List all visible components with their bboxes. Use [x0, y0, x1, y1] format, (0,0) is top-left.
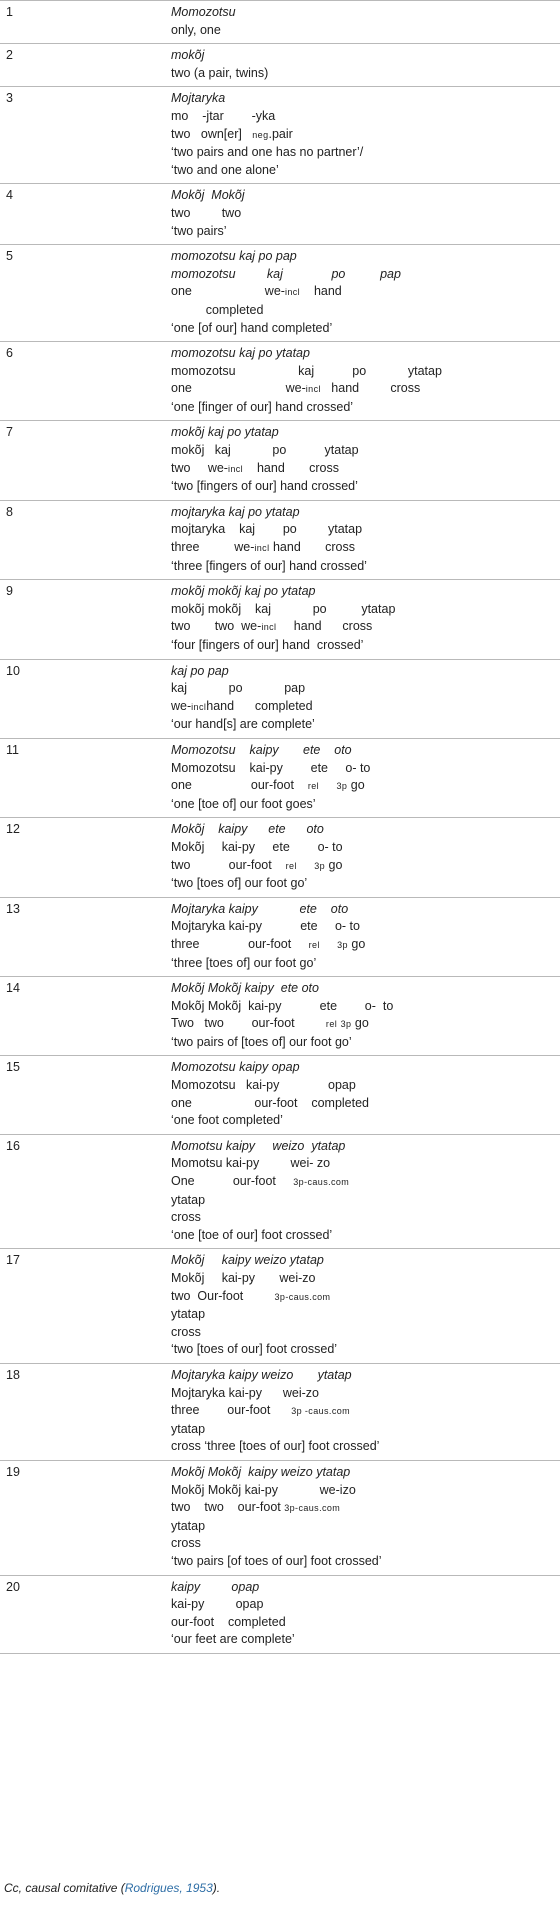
gloss-line: [171, 1535, 560, 1553]
gloss-line: [171, 1385, 560, 1403]
gloss-text: ‘our feet are complete’: [171, 1632, 295, 1647]
gloss-line: [171, 478, 560, 496]
gloss-line: [171, 1155, 560, 1173]
gloss-line: [171, 1324, 560, 1342]
gloss-cell: [171, 1059, 560, 1129]
vernacular-line: [171, 504, 560, 522]
gloss-line: [171, 539, 560, 558]
gloss-text: go: [351, 1016, 369, 1031]
gloss-cell: [171, 424, 560, 495]
gloss-text: mokõj mokõj kaj po ytatap: [171, 584, 316, 599]
gloss-cell: [171, 90, 560, 179]
vernacular-line: [171, 663, 560, 681]
gloss-line: [171, 601, 560, 619]
vernacular-line: [171, 4, 560, 22]
gloss-cell: [171, 187, 560, 240]
gloss-line: [171, 1192, 560, 1210]
gloss-text: cross: [171, 1324, 201, 1339]
gloss-text: momozotsu kaj po pap: [171, 266, 401, 281]
gloss-line: [171, 918, 560, 936]
gloss-text: ytatap: [171, 1518, 206, 1533]
row-number: 8: [6, 504, 13, 519]
gloss-text: ‘three [fingers of our] hand crossed’: [171, 558, 367, 573]
vernacular-line: [171, 1367, 560, 1385]
gloss-text: ytatap: [171, 1192, 206, 1207]
gloss-line: [171, 875, 560, 893]
gloss-line: [171, 1227, 560, 1245]
gloss-cell: [171, 47, 560, 82]
gloss-text: ‘two pairs [of toes of our] foot crossed’: [171, 1553, 382, 1568]
row-number: 1: [6, 5, 13, 19]
gloss-cell: [171, 248, 560, 337]
gloss-text: ytatap: [171, 1307, 206, 1322]
gloss-cell: [171, 583, 560, 654]
gloss-row: [0, 1364, 560, 1461]
gloss-text: two own[er]: [171, 126, 253, 141]
gloss-text: three our-foot: [171, 936, 309, 951]
gloss-text: go: [325, 857, 343, 872]
gloss-row: [0, 1249, 560, 1364]
gloss-text: Mokõj kai-py wei-zo: [171, 1271, 316, 1285]
gloss-text: two two we-: [171, 619, 262, 634]
footnote-tail: ).: [212, 1881, 221, 1895]
row-number: 6: [6, 346, 13, 361]
gloss-text: one our-foot: [171, 778, 308, 793]
gloss-text: two our-foot: [171, 857, 286, 872]
gloss-abbreviation: incl: [191, 701, 207, 712]
gloss-line: [171, 1015, 560, 1034]
gloss-abbreviation: rel: [308, 939, 320, 950]
gloss-line: [171, 680, 560, 698]
gloss-cell: [171, 1367, 560, 1456]
gloss-line: [171, 65, 560, 83]
gloss-line: [171, 716, 560, 734]
gloss-text: kaipy opap: [171, 1579, 260, 1594]
citation-link[interactable]: Rodrigues, 1953: [124, 1881, 213, 1895]
gloss-text: mokõj kaj po ytatap: [171, 443, 359, 458]
row-number: 4: [6, 188, 13, 203]
gloss-line: [171, 1553, 560, 1571]
row-number: 15: [6, 1060, 20, 1075]
gloss-line: [171, 363, 560, 381]
gloss-line: [171, 1173, 560, 1192]
gloss-text: Momotsu kaipy weizo ytatap: [171, 1138, 346, 1153]
vernacular-line: [171, 583, 560, 601]
gloss-line: [171, 380, 560, 399]
gloss-text: hand cross: [320, 381, 421, 396]
gloss-abbreviation: rel: [307, 781, 320, 792]
gloss-line: [171, 777, 560, 796]
row-number: 3: [6, 91, 13, 106]
gloss-text: two (a pair, twins): [171, 65, 269, 80]
gloss-abbreviation: 3p -caus.com: [291, 1406, 351, 1417]
gloss-abbreviation: incl: [284, 287, 301, 298]
gloss-text: ytatap: [171, 1421, 206, 1436]
gloss-row: [0, 1, 560, 44]
gloss-text: ‘four [fingers of our] hand crossed’: [171, 638, 364, 652]
vernacular-line: [171, 47, 560, 65]
gloss-line: [171, 857, 560, 876]
gloss-cell: [171, 4, 560, 39]
gloss-row: [0, 977, 560, 1056]
vernacular-line: [171, 1252, 560, 1270]
vernacular-line: [171, 1138, 560, 1156]
gloss-text: kai-py opap: [171, 1597, 264, 1612]
gloss-line: [171, 205, 560, 223]
row-number: 5: [6, 249, 13, 264]
gloss-abbreviation: rel: [285, 860, 297, 871]
gloss-text: one we-: [171, 284, 285, 299]
gloss-line: [171, 442, 560, 460]
gloss-text: only, one: [171, 22, 221, 37]
gloss-text: mojtaryka kaj po ytatap: [171, 504, 300, 519]
gloss-text: ‘two [fingers of our] hand crossed’: [171, 479, 358, 494]
gloss-text: ‘one [of our] hand completed’: [171, 320, 333, 335]
gloss-line: [171, 1499, 560, 1518]
gloss-text: One our-foot: [171, 1174, 294, 1189]
gloss-row: [0, 1576, 560, 1654]
row-number: 18: [6, 1367, 20, 1382]
gloss-text: Mokõj kaipy ete oto: [171, 822, 324, 837]
gloss-cell: [171, 1138, 560, 1245]
row-number: 12: [6, 822, 20, 837]
gloss-line: [171, 1596, 560, 1614]
row-number: 19: [6, 1464, 20, 1479]
gloss-text: cross ‘three [toes of our] foot crossed’: [171, 1439, 380, 1454]
gloss-text: ‘two and one alone’: [171, 162, 279, 177]
gloss-abbreviation: rel: [325, 1019, 338, 1030]
gloss-row: [0, 245, 560, 342]
gloss-text: two Our-foot: [171, 1288, 275, 1303]
gloss-line: [171, 223, 560, 241]
gloss-text: hand cross: [269, 540, 355, 555]
vernacular-line: [171, 345, 560, 363]
gloss-cell: [171, 345, 560, 416]
gloss-abbreviation: incl: [254, 543, 270, 554]
gloss-abbreviation: incl: [227, 463, 244, 474]
vernacular-line: [171, 424, 560, 442]
gloss-line: [171, 126, 560, 145]
gloss-text: ‘one [toe of our] foot crossed’: [171, 1227, 333, 1242]
row-number: 9: [6, 584, 13, 599]
gloss-text: mojtaryka kaj po ytatap: [171, 522, 363, 537]
gloss-row: [0, 739, 560, 818]
vernacular-line: [171, 901, 560, 919]
gloss-text: Momozotsu: [171, 5, 236, 19]
gloss-line: [171, 283, 560, 302]
gloss-text: Mokõj Mokõj kai-py ete o- to: [171, 998, 394, 1013]
gloss-abbreviation: 3p-caus.com: [274, 1291, 331, 1302]
gloss-row: [0, 1461, 560, 1576]
gloss-text: ‘two pairs of [toes of] our foot go’: [171, 1034, 352, 1049]
gloss-text: Mojtaryka: [171, 91, 226, 106]
gloss-text: kaj po pap: [171, 681, 306, 696]
gloss-text: momozotsu kaj po pap: [171, 249, 297, 264]
gloss-text: mokõj kaj po ytatap: [171, 425, 279, 440]
gloss-line: [171, 399, 560, 417]
row-number: 20: [6, 1579, 20, 1594]
gloss-text: one our-foot completed: [171, 1095, 370, 1110]
gloss-text: Two two our-foot: [171, 1016, 326, 1031]
gloss-text: Mokõj Mokõj: [171, 188, 245, 203]
gloss-line: [171, 637, 560, 655]
gloss-line: [171, 936, 560, 955]
gloss-line: [171, 1402, 560, 1421]
gloss-row: [0, 898, 560, 977]
vernacular-line: [171, 187, 560, 205]
gloss-line: [171, 22, 560, 40]
gloss-text: ‘two pairs and one has no partner’/: [171, 145, 364, 160]
gloss-text: mo -jtar -yka: [171, 108, 276, 123]
gloss-line: [171, 955, 560, 973]
gloss-cell: [171, 1464, 560, 1571]
gloss-line: [171, 1270, 560, 1288]
gloss-cell: [171, 663, 560, 734]
vernacular-line: [171, 742, 560, 760]
gloss-abbreviation: incl: [261, 622, 277, 633]
gloss-text: momozotsu kaj po ytatap: [171, 346, 310, 361]
gloss-line: [171, 839, 560, 857]
gloss-text: mokõj mokõj kaj po ytatap: [171, 601, 396, 616]
row-number: 7: [6, 425, 13, 440]
gloss-text: ‘two [toes of our] foot crossed’: [171, 1342, 338, 1357]
footnote-text: Cc, causal comitative (: [4, 1881, 125, 1895]
gloss-line: [171, 108, 560, 126]
vernacular-line: [171, 1059, 560, 1077]
gloss-text: one we-: [171, 381, 306, 396]
gloss-text: our-foot completed: [171, 1614, 286, 1629]
gloss-text: Mojtaryka kai-py wei-zo: [171, 1385, 319, 1400]
gloss-line: [171, 460, 560, 479]
gloss-line: [171, 1421, 560, 1439]
gloss-text: ‘two pairs’: [171, 223, 227, 238]
gloss-text: momozotsu kaj po ytatap: [171, 363, 442, 378]
gloss-abbreviation: 3p: [340, 1019, 352, 1030]
gloss-text: Momozotsu kaipy opap: [171, 1060, 300, 1075]
gloss-line: [171, 1288, 560, 1307]
gloss-text: mokõj: [171, 48, 205, 63]
gloss-line: [171, 1306, 560, 1324]
row-number: 14: [6, 981, 20, 996]
gloss-line: [171, 998, 560, 1016]
gloss-text: go: [347, 936, 366, 951]
gloss-line: [171, 1077, 560, 1095]
vernacular-line: [171, 90, 560, 108]
vernacular-line: [171, 821, 560, 839]
gloss-text: ‘our hand[s] are complete’: [171, 717, 315, 732]
gloss-cell: [171, 1252, 560, 1359]
gloss-text: hand: [300, 284, 342, 299]
gloss-cell: [171, 742, 560, 813]
gloss-text: [319, 778, 336, 792]
gloss-text: Mokõj kaipy weizo ytatap: [171, 1253, 324, 1268]
gloss-row: [0, 1056, 560, 1134]
gloss-text: three we-: [171, 540, 255, 555]
row-number: 17: [6, 1253, 20, 1268]
gloss-cell: [171, 821, 560, 892]
gloss-text: three our-foot: [171, 1403, 292, 1418]
gloss-row: [0, 421, 560, 500]
gloss-line: [171, 618, 560, 637]
gloss-row: [0, 342, 560, 421]
gloss-abbreviation: neg: [252, 129, 269, 140]
gloss-text: ‘one foot completed’: [171, 1113, 283, 1128]
gloss-line: [171, 1034, 560, 1052]
gloss-text: Mokõj kai-py ete o- to: [171, 839, 343, 854]
gloss-line: [171, 1341, 560, 1359]
gloss-text: two two our-foot: [171, 1500, 285, 1515]
row-number: 11: [6, 742, 19, 757]
vernacular-line: [171, 266, 560, 284]
gloss-row: [0, 1135, 560, 1250]
gloss-abbreviation: 3p: [337, 939, 348, 950]
gloss-text: Mojtaryka kai-py ete o- to: [171, 919, 360, 934]
gloss-row: [0, 184, 560, 245]
gloss-text: [320, 937, 337, 951]
gloss-row: [0, 87, 560, 184]
gloss-abbreviation: 3p-caus.com: [293, 1177, 350, 1188]
gloss-text: ‘one [finger of our] hand crossed’: [171, 399, 354, 414]
gloss-text: Momozotsu kai-py ete o- to: [171, 760, 371, 775]
gloss-abbreviation: 3p-caus.com: [284, 1503, 341, 1514]
gloss-text: Mokõj Mokõj kai-py we-izo: [171, 1482, 356, 1497]
gloss-row: [0, 580, 560, 659]
table-footnote: [4, 1881, 220, 1895]
gloss-line: [171, 521, 560, 539]
gloss-text: Mokõj Mokõj kaipy weizo ytatap: [171, 1464, 351, 1479]
gloss-text: hand completed: [206, 698, 313, 713]
gloss-cell: [171, 980, 560, 1051]
gloss-line: [171, 320, 560, 338]
gloss-text: cross: [171, 1210, 201, 1225]
gloss-line: [171, 1095, 560, 1113]
gloss-text: Momozotsu kaipy ete oto: [171, 742, 352, 757]
gloss-text: [297, 858, 314, 872]
gloss-line: [171, 1518, 560, 1536]
gloss-text: ‘two [toes of] our foot go’: [171, 876, 308, 891]
gloss-text: go: [347, 778, 365, 793]
gloss-line: [171, 1482, 560, 1500]
gloss-row: [0, 818, 560, 897]
gloss-text: two we-: [171, 460, 228, 475]
gloss-text: Momozotsu kai-py opap: [171, 1078, 356, 1093]
gloss-text: two two: [171, 205, 242, 220]
vernacular-line: [171, 248, 560, 266]
vernacular-line: [171, 980, 560, 998]
gloss-cell: [171, 901, 560, 972]
gloss-text: hand cross: [243, 460, 339, 475]
gloss-text: ‘one [toe of] our foot goes’: [171, 796, 316, 811]
gloss-text: Momotsu kai-py wei- zo: [171, 1156, 331, 1171]
gloss-row: [0, 660, 560, 739]
gloss-line: [171, 302, 560, 320]
gloss-abbreviation: 3p: [336, 781, 348, 792]
gloss-row: [0, 44, 560, 87]
gloss-text: ‘three [toes of] our foot go’: [171, 955, 317, 970]
gloss-text: hand cross: [276, 619, 373, 634]
vernacular-line: [171, 1464, 560, 1482]
gloss-line: [171, 698, 560, 717]
gloss-row: [0, 501, 560, 580]
gloss-text: kaj po pap: [171, 663, 229, 678]
gloss-text: cross: [171, 1536, 201, 1551]
gloss-text: Mojtaryka kaipy weizo ytatap: [171, 1367, 352, 1382]
row-number: 16: [6, 1138, 20, 1153]
gloss-line: [171, 1438, 560, 1456]
gloss-line: [171, 1614, 560, 1632]
gloss-line: [171, 1631, 560, 1649]
gloss-text: Mojtaryka kaipy ete oto: [171, 901, 349, 916]
row-number: 2: [6, 48, 13, 63]
row-number: 10: [6, 663, 20, 678]
gloss-line: [171, 1209, 560, 1227]
gloss-abbreviation: incl: [305, 384, 321, 395]
gloss-text: .pair: [268, 126, 293, 141]
gloss-text: completed: [171, 302, 264, 317]
gloss-line: [171, 796, 560, 814]
gloss-line: [171, 760, 560, 778]
gloss-cell: [171, 1579, 560, 1649]
gloss-text: Mokõj Mokõj kaipy ete oto: [171, 981, 319, 996]
gloss-cell: [171, 504, 560, 575]
row-number: 13: [6, 901, 20, 916]
gloss-abbreviation: 3p: [314, 860, 326, 871]
gloss-line: [171, 144, 560, 162]
gloss-line: [171, 162, 560, 180]
vernacular-line: [171, 1579, 560, 1597]
gloss-text: we-: [171, 698, 192, 713]
gloss-line: [171, 558, 560, 576]
gloss-line: [171, 1112, 560, 1130]
